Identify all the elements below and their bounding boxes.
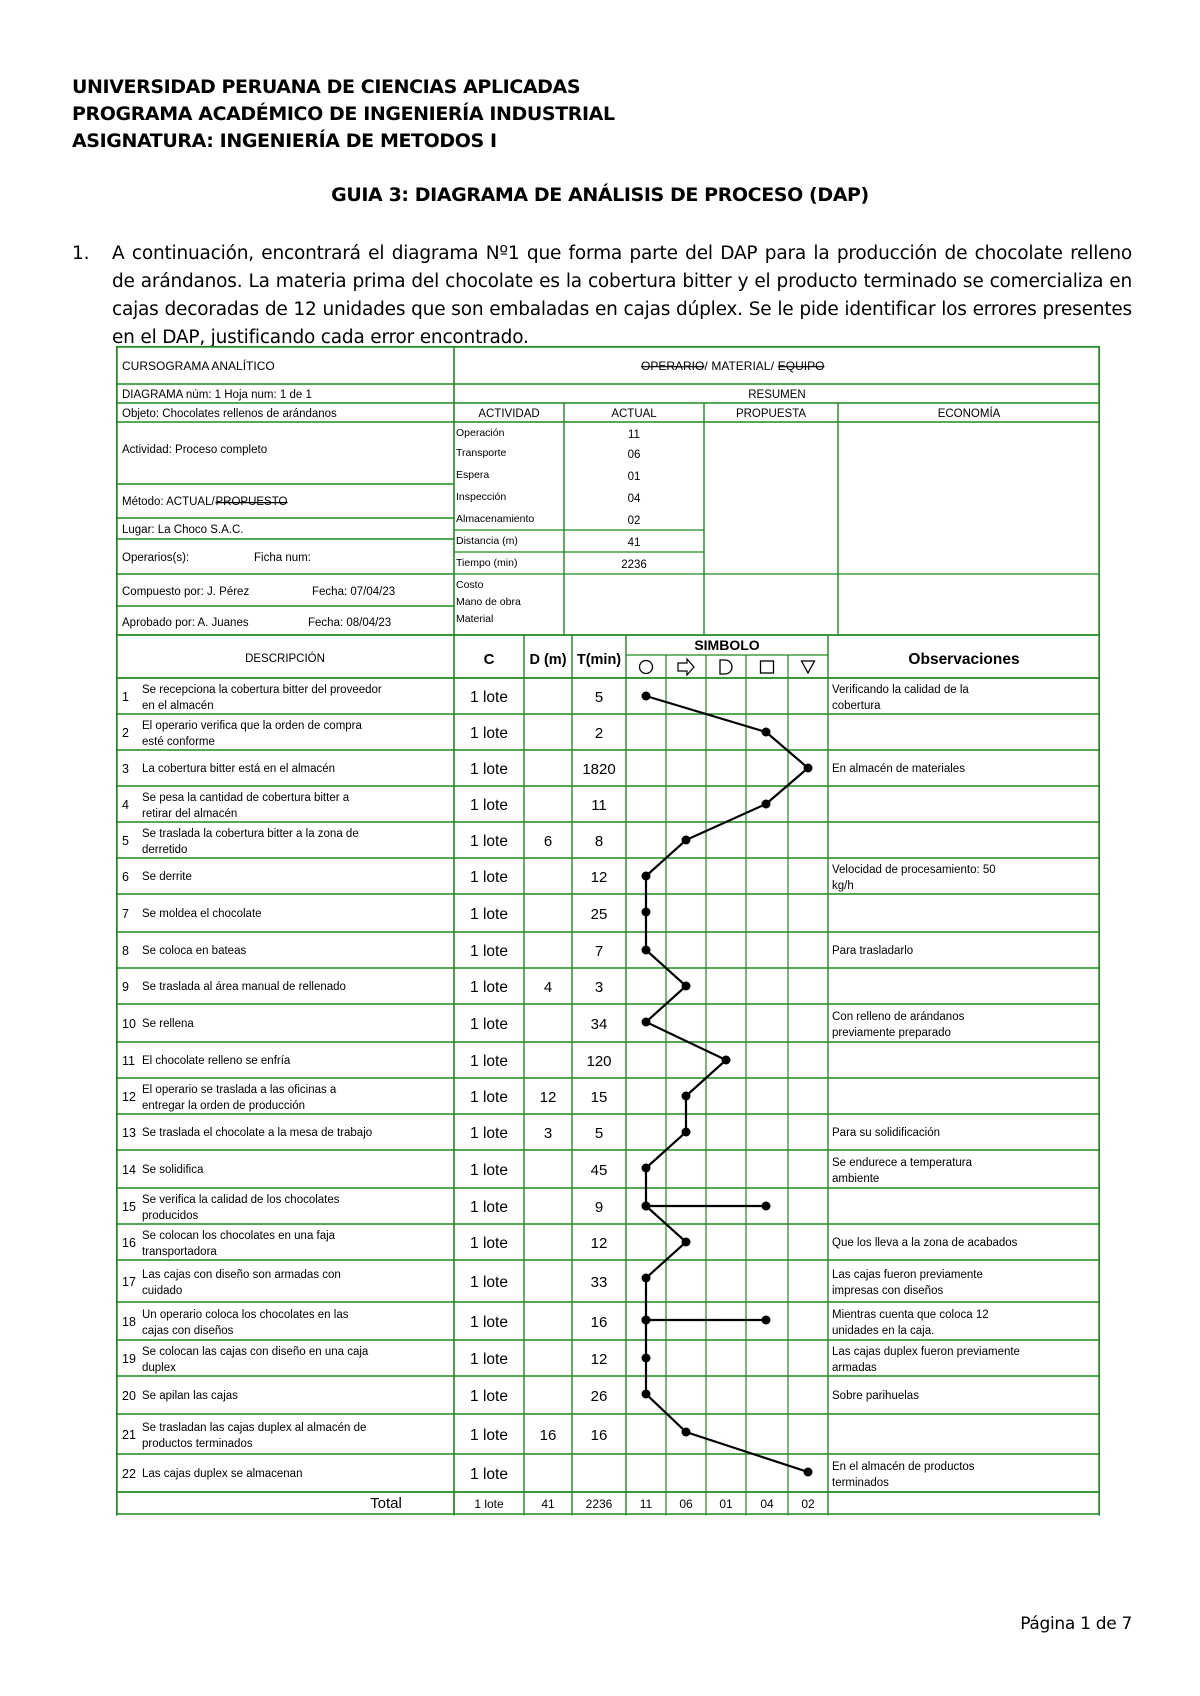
- row-description: Se solidifica: [142, 1164, 204, 1176]
- row-distance: 4: [543, 979, 553, 996]
- row-description: producidos: [142, 1210, 199, 1222]
- row-time: 34: [590, 1016, 608, 1033]
- flow-dot: [682, 1238, 691, 1247]
- row-number: 3: [122, 762, 129, 776]
- row-observation: Se endurece a temperatura: [832, 1157, 973, 1169]
- flow-dot: [682, 982, 691, 991]
- header-course: ASIGNATURA: INGENIERÍA DE METODOS I: [72, 130, 497, 152]
- row-description: Se pesa la cantidad de cobertura bitter a: [142, 792, 350, 804]
- row-number: 14: [122, 1163, 136, 1177]
- row-number: 17: [122, 1275, 136, 1289]
- total-time: 2236: [585, 1497, 613, 1511]
- summary-label: Inspección: [456, 491, 507, 503]
- row-description: Se trasladan las cajas duplex al almacén de: [142, 1422, 367, 1434]
- row-quantity: 1 lote: [470, 1388, 508, 1405]
- diagram-number: DIAGRAMA núm: 1 Hoja num: 1 de 1: [122, 389, 312, 401]
- flow-dot: [642, 1164, 651, 1173]
- transporte-icon: [678, 659, 694, 675]
- almacenamiento-icon: [802, 661, 815, 673]
- row-description: transportadora: [142, 1246, 217, 1258]
- row-time: 26: [590, 1388, 608, 1405]
- flow-dot: [642, 692, 651, 701]
- flow-dot: [804, 1468, 813, 1477]
- total-symbol-count: 04: [760, 1497, 774, 1511]
- row-observation: terminados: [832, 1477, 889, 1489]
- col-activity: ACTIVIDAD: [478, 408, 540, 420]
- row-number: 13: [122, 1126, 136, 1140]
- row-time: 8: [594, 833, 604, 850]
- row-time: 9: [594, 1199, 604, 1216]
- row-description: El chocolate relleno se enfría: [142, 1055, 291, 1067]
- flow-dot: [804, 764, 813, 773]
- row-quantity: 1 lote: [470, 1199, 508, 1216]
- row-observation: En el almacén de productos: [832, 1461, 975, 1473]
- activity-text: Actividad: Proceso completo: [122, 444, 268, 456]
- row-quantity: 1 lote: [470, 979, 508, 996]
- col-economy: ECONOMÍA: [937, 408, 1001, 420]
- place-text: Lugar: La Choco S.A.C.: [122, 524, 244, 536]
- row-description: Se apilan las cajas: [142, 1390, 238, 1402]
- col-proposed: PROPUESTA: [735, 408, 807, 420]
- row-observation: Las cajas fueron previamente: [832, 1269, 983, 1281]
- row-distance: 16: [539, 1427, 557, 1444]
- row-description: cajas con diseños: [142, 1325, 234, 1337]
- row-time: 15: [590, 1089, 608, 1106]
- row-observation: Las cajas duplex fueron previamente: [832, 1346, 1020, 1358]
- method-proposed: PROPUESTO: [215, 496, 288, 508]
- summary-value: 02: [627, 515, 641, 527]
- summary-label: Transporte: [456, 447, 507, 459]
- row-observation: kg/h: [832, 880, 854, 892]
- row-observation: Para trasladarlo: [832, 945, 914, 957]
- summary-label: Distancia (m): [456, 535, 518, 547]
- total-distance: 41: [541, 1497, 555, 1511]
- operacion-icon: [640, 661, 653, 674]
- intro-number: 1.: [72, 243, 90, 264]
- row-number: 11: [122, 1054, 135, 1068]
- row-number: 4: [122, 798, 129, 812]
- row-description: Se recepciona la cobertura bitter del proveedor: [142, 684, 382, 696]
- material-label: Material: [456, 613, 494, 625]
- row-time: 16: [590, 1314, 608, 1331]
- row-quantity: 1 lote: [470, 1427, 508, 1444]
- row-quantity: 1 lote: [470, 1016, 508, 1033]
- form-title: CURSOGRAMA ANALÍTICO: [122, 359, 275, 373]
- row-time: 12: [590, 1235, 608, 1252]
- row-observation: Mientras cuenta que coloca 12: [832, 1309, 989, 1321]
- row-description: Se traslada el chocolate a la mesa de trabajo: [142, 1127, 373, 1139]
- row-quantity: 1 lote: [470, 833, 508, 850]
- row-number: 7: [122, 907, 129, 921]
- flow-dot: [682, 1428, 691, 1437]
- row-observation: Que los lleva a la zona de acabados: [832, 1237, 1018, 1249]
- flow-dot: [762, 1316, 771, 1325]
- flow-dot: [682, 1128, 691, 1137]
- col-c: C: [483, 651, 495, 668]
- col-observations: Observaciones: [908, 651, 1020, 668]
- row-description: El operario se traslada a las oficinas a: [142, 1084, 337, 1096]
- summary-label: Almacenamiento: [456, 513, 535, 525]
- col-symbol: SIMBOLO: [694, 637, 760, 653]
- row-number: 22: [122, 1467, 136, 1481]
- process-flow-line: [646, 696, 808, 1472]
- total-symbol-count: 02: [801, 1497, 815, 1511]
- row-observation: Para su solidificación: [832, 1127, 941, 1139]
- row-description: duplex: [142, 1362, 176, 1374]
- row-description: Las cajas duplex se almacenan: [142, 1468, 303, 1480]
- total-symbol-count: 06: [679, 1497, 693, 1511]
- row-description: esté conforme: [142, 736, 215, 748]
- row-number: 12: [122, 1090, 136, 1104]
- row-quantity: 1 lote: [470, 689, 508, 706]
- summary-value: 2236: [621, 559, 647, 571]
- row-time: 1820: [582, 761, 616, 778]
- row-quantity: 1 lote: [470, 1089, 508, 1106]
- row-number: 1: [122, 690, 129, 704]
- cost-label: Costo: [456, 579, 484, 591]
- operators-label: Operarios(s):: [122, 552, 190, 564]
- summary-label: Operación: [456, 427, 505, 439]
- row-observation: Sobre parihuelas: [832, 1390, 919, 1402]
- row-quantity: 1 lote: [470, 1235, 508, 1252]
- espera-icon: [720, 660, 732, 674]
- object-text: Objeto: Chocolates rellenos de arándanos: [122, 408, 337, 420]
- flow-dot: [682, 1092, 691, 1101]
- flow-dot: [722, 1056, 731, 1065]
- row-number: 20: [122, 1389, 136, 1403]
- summary-label: Tiempo (min): [456, 557, 518, 569]
- row-number: 6: [122, 870, 129, 884]
- row-observation: En almacén de materiales: [832, 763, 965, 775]
- row-time: 33: [590, 1274, 608, 1291]
- header-program: PROGRAMA ACADÉMICO DE INGENIERÍA INDUSTRIAL: [72, 103, 615, 125]
- flow-dot: [642, 908, 651, 917]
- flow-dot: [642, 872, 651, 881]
- type-material: MATERIAL: [711, 359, 771, 373]
- summary-value: 41: [627, 537, 641, 549]
- row-time: 12: [590, 869, 608, 886]
- row-distance: 12: [539, 1089, 557, 1106]
- row-quantity: 1 lote: [470, 1125, 508, 1142]
- row-observation: Verificando la calidad de la: [832, 684, 969, 696]
- row-number: 18: [122, 1315, 136, 1329]
- row-time: 5: [594, 689, 604, 706]
- composed-by: Compuesto por: J. Pérez: [122, 586, 250, 598]
- summary-value: 01: [627, 471, 641, 483]
- row-description: Las cajas con diseño son armadas con: [142, 1269, 341, 1281]
- row-quantity: 1 lote: [470, 1162, 508, 1179]
- row-description: Se rellena: [142, 1018, 194, 1030]
- row-observation: cobertura: [832, 700, 881, 712]
- total-label: Total: [370, 1495, 402, 1512]
- flow-dot: [762, 800, 771, 809]
- row-description: Un operario coloca los chocolates en las: [142, 1309, 349, 1321]
- row-time: 11: [591, 797, 607, 814]
- method-actual: Método: ACTUAL/: [122, 496, 215, 508]
- row-number: 15: [122, 1200, 136, 1214]
- row-observation: Velocidad de procesamiento: 50: [832, 864, 996, 876]
- row-observation: Con relleno de arándanos: [832, 1011, 965, 1023]
- flow-dot: [642, 1274, 651, 1283]
- row-quantity: 1 lote: [470, 1274, 508, 1291]
- row-quantity: 1 lote: [470, 797, 508, 814]
- row-description: cuidado: [142, 1285, 183, 1297]
- row-quantity: 1 lote: [470, 1053, 508, 1070]
- row-description: entregar la orden de producción: [142, 1100, 306, 1112]
- flow-dot: [642, 1390, 651, 1399]
- type-operario: OPERARIO: [641, 359, 705, 373]
- row-description: productos terminados: [142, 1438, 253, 1450]
- row-number: 8: [122, 944, 129, 958]
- col-actual: ACTUAL: [611, 408, 657, 420]
- dap-form: [116, 346, 1100, 1590]
- summary-label: Espera: [456, 469, 490, 481]
- flow-dot: [642, 1316, 651, 1325]
- flow-dot: [642, 1354, 651, 1363]
- row-number: 9: [122, 980, 129, 994]
- row-number: 10: [122, 1017, 136, 1031]
- row-quantity: 1 lote: [470, 1351, 508, 1368]
- intro-text: A continuación, encontrará el diagrama Nº1 que forma parte del DAP para la producción de chocolate relleno de arándanos. La materia prima del chocolate es la cobertura bitter y el producto terminado se comercializa en cajas decoradas de 12 unidades que son embaladas en cajas dúplex. Se le pide identificar los errores presentes en el DAP, justificando cada error encontrado.: [112, 243, 1132, 348]
- row-time: 120: [586, 1053, 612, 1070]
- flow-dot: [642, 1018, 651, 1027]
- row-description: Se coloca en bateas: [142, 945, 247, 957]
- col-t: T(min): [576, 652, 622, 668]
- row-observation: ambiente: [832, 1173, 880, 1185]
- row-observation: armadas: [832, 1362, 877, 1374]
- col-description: DESCRIPCIÓN: [245, 653, 325, 665]
- row-description: Se colocan los chocolates en una faja: [142, 1230, 336, 1242]
- row-time: 25: [590, 906, 608, 923]
- row-time: 2: [594, 725, 604, 742]
- row-time: 5: [594, 1125, 604, 1142]
- row-time: 12: [590, 1351, 608, 1368]
- type-sep: /: [704, 359, 708, 373]
- row-description: Se colocan las cajas con diseño en una caja: [142, 1346, 369, 1358]
- guide-title: GUIA 3: DIAGRAMA DE ANÁLISIS DE PROCESO (DAP): [331, 184, 869, 206]
- row-time: 7: [594, 943, 604, 960]
- composed-date: Fecha: 07/04/23: [312, 586, 396, 598]
- row-description: La cobertura bitter está en el almacén: [142, 763, 336, 775]
- row-quantity: 1 lote: [470, 943, 508, 960]
- row-description: Se traslada la cobertura bitter a la zona de: [142, 828, 359, 840]
- row-observation: previamente preparado: [832, 1027, 951, 1039]
- row-quantity: 1 lote: [470, 761, 508, 778]
- row-number: 16: [122, 1236, 136, 1250]
- row-quantity: 1 lote: [470, 906, 508, 923]
- flow-dot: [682, 836, 691, 845]
- row-quantity: 1 lote: [470, 1466, 508, 1483]
- row-observation: impresas con diseños: [832, 1285, 944, 1297]
- summary-value: 06: [627, 449, 641, 461]
- row-description: Se moldea el chocolate: [142, 908, 262, 920]
- approved-date: Fecha: 08/04/23: [308, 617, 392, 629]
- row-description: retirar del almacén: [142, 808, 238, 820]
- row-number: 2: [122, 726, 129, 740]
- row-description: Se traslada al área manual de rellenado: [142, 981, 346, 993]
- row-quantity: 1 lote: [470, 869, 508, 886]
- col-d: D (m): [529, 652, 567, 668]
- labor-label: Mano de obra: [456, 596, 521, 608]
- flow-dot: [642, 1202, 651, 1211]
- row-time: 3: [594, 979, 604, 996]
- intro-paragraph: [72, 240, 1132, 352]
- row-distance: 3: [543, 1125, 553, 1142]
- row-number: 21: [122, 1428, 136, 1442]
- total-symbol-count: 01: [719, 1497, 733, 1511]
- page-number: Página 1 de 7: [1020, 1614, 1132, 1634]
- row-description: derretido: [142, 844, 188, 856]
- dap-diagram: [116, 346, 1100, 1590]
- summary-value: 04: [627, 493, 641, 505]
- row-description: Se verifica la calidad de los chocolates: [142, 1194, 340, 1206]
- row-time: 16: [590, 1427, 608, 1444]
- card-label: Ficha num:: [254, 552, 311, 564]
- flow-dot: [762, 728, 771, 737]
- row-time: 45: [590, 1162, 608, 1179]
- row-description: en el almacén: [142, 700, 214, 712]
- row-number: 19: [122, 1352, 136, 1366]
- flow-dot: [762, 1202, 771, 1211]
- inspeccion-icon: [761, 661, 774, 673]
- row-quantity: 1 lote: [470, 725, 508, 742]
- row-description: El operario verifica que la orden de compra: [142, 720, 362, 732]
- total-symbol-count: 11: [639, 1497, 653, 1511]
- type-equipo: EQUIPO: [777, 359, 825, 373]
- row-distance: 6: [543, 833, 553, 850]
- row-number: 5: [122, 834, 129, 848]
- total-quantity: 1 lote: [474, 1497, 504, 1511]
- approved-by: Aprobado por: A. Juanes: [122, 617, 249, 629]
- below-table-fill: [116, 1516, 1100, 1591]
- row-quantity: 1 lote: [470, 1314, 508, 1331]
- header-university: UNIVERSIDAD PERUANA DE CIENCIAS APLICADAS: [72, 76, 581, 98]
- row-description: Se derrite: [142, 871, 192, 883]
- row-observation: unidades en la caja.: [832, 1325, 935, 1337]
- flow-dot: [642, 946, 651, 955]
- type-sep: /: [770, 359, 775, 373]
- summary-value: 11: [628, 429, 640, 441]
- summary-title: RESUMEN: [748, 389, 806, 401]
